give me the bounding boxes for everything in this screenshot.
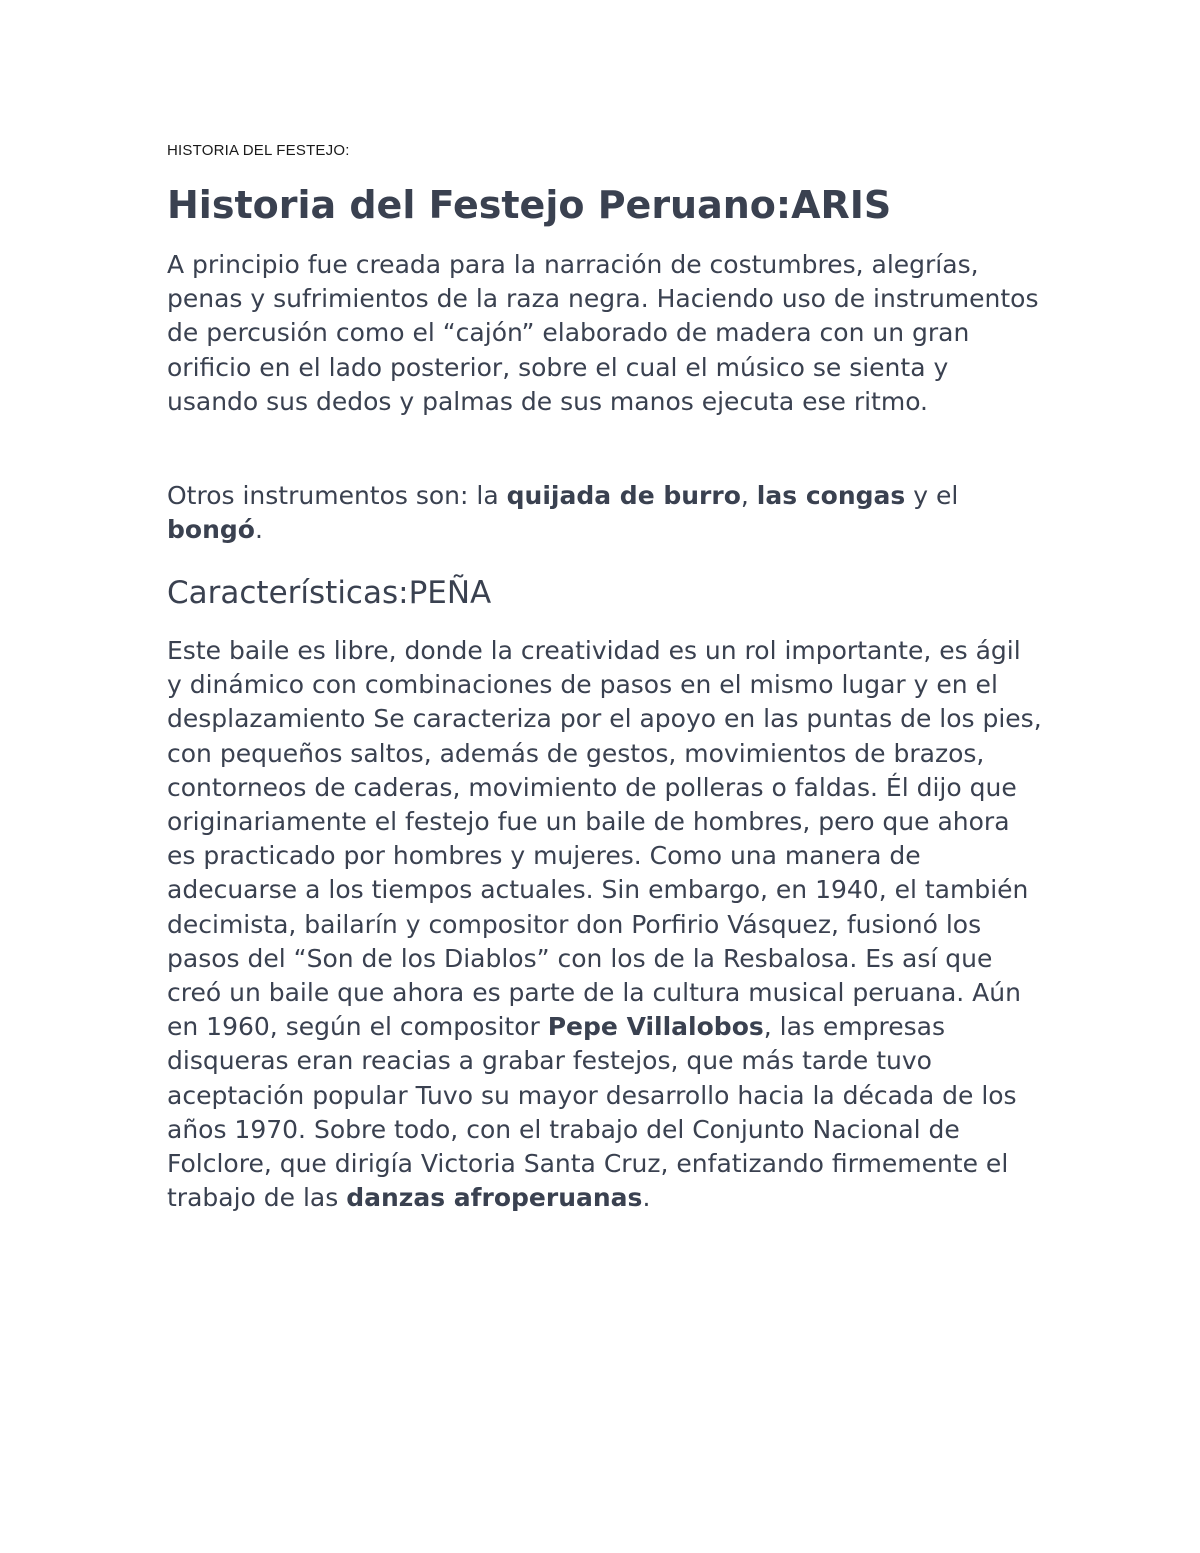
characteristics-end: .	[642, 1183, 651, 1213]
characteristics-text: , las empresas disqueras eran reacias a grabar festejos, que más tarde tuvo aceptación popular Tuvo su mayor desarrollo hacia la década de los años 1970. Sobre todo, con el trabajo del Conjunto Nacional de Folclore, que dirigía Victoria Santa Cruz, enfatizando firmemente el trabajo de las	[167, 1012, 1017, 1213]
page-title: Historia del Festejo Peruano:ARIS	[167, 183, 892, 227]
document-label: HISTORIA DEL FESTEJO:	[167, 142, 350, 159]
composer-name: Pepe Villalobos	[547, 1012, 764, 1042]
instrument-bongo: bongó	[167, 515, 255, 545]
section-heading: Características:PEÑA	[167, 575, 492, 611]
intro-paragraph: A principio fue creada para la narración de costumbres, alegrías, penas y sufrimientos de la raza negra. Haciendo uso de instrumentos de percusión como el “cajón” elaborado de madera con un gran orificio en el lado posterior, sobre el cual el músico se sienta y usando sus dedos y palmas de sus manos ejecuta ese ritmo.	[167, 250, 1039, 416]
instruments-paragraph	[167, 479, 1042, 547]
instruments-lead-text: Otros instrumentos son: la	[167, 481, 507, 510]
instruments-end: .	[254, 515, 263, 545]
instrument-quijada: quijada de burro	[506, 481, 741, 510]
characteristics-paragraph	[167, 634, 1042, 1215]
danzas-afroperuanas-term: danzas afroperuanas	[346, 1183, 643, 1213]
instruments-separator: ,	[740, 481, 757, 510]
characteristics-text: Este baile es libre, donde la creatividad es un rol importante, es ágil y dinámico con combinaciones de pasos en el mismo lugar y en el desplazamiento Se caracteriza por el apoyo en las puntas de los pies, con pequeños saltos, además de gestos, movimientos de brazos, contorneos de caderas, movimiento de polleras o faldas. Él dijo que originariamente el festejo fue un baile de hombres, pero que ahora es practicado por hombres y mujeres. Como una manera de adecuarse a los tiempos actuales. Sin embargo, en 1940, el también decimista, bailarín y compositor don Porfirio Vásquez, fusionó los pasos del “Son de los Diablos” con los de la Resbalosa. Es así que creó un baile que ahora es parte de la cultura musical peruana. Aún en 1960, según el compositor	[167, 636, 1042, 1042]
instrument-congas: las congas	[756, 481, 906, 510]
instruments-separator: y el	[905, 481, 959, 510]
